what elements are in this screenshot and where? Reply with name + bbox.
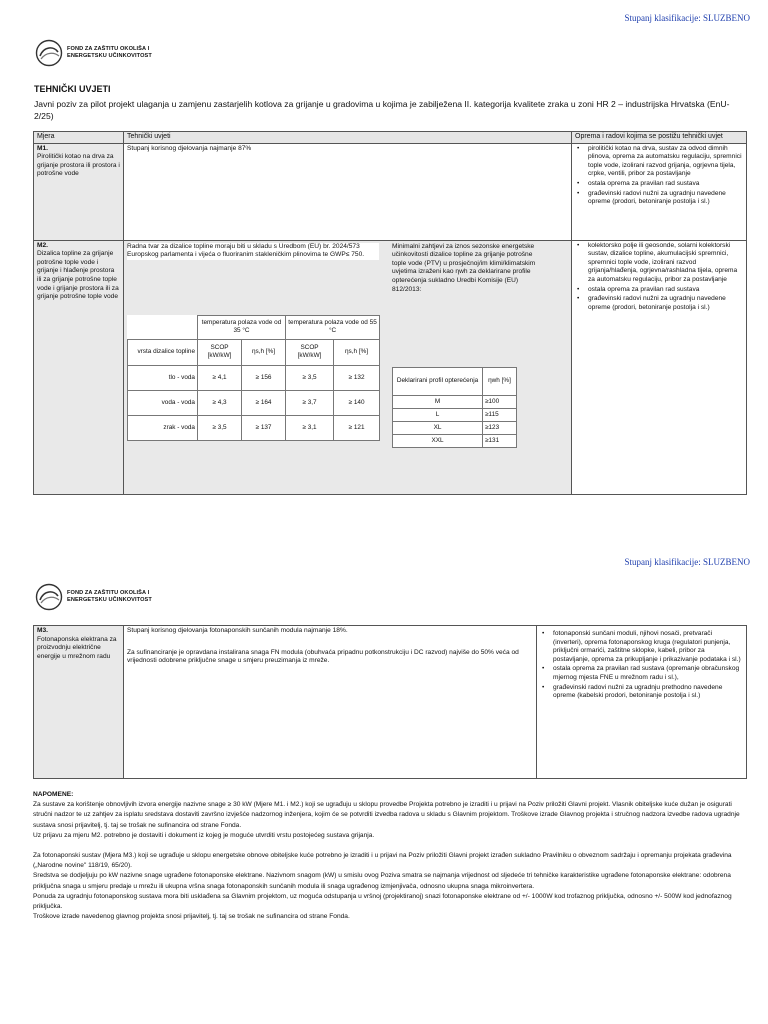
cell-eta35: ≥ 156 (242, 365, 286, 390)
document-title: TEHNIČKI UVJETI (34, 84, 111, 94)
cell-type: voda - voda (128, 390, 198, 415)
header-equipment: Oprema i radovi kojima se postižu tehnički uvjet (572, 132, 747, 144)
fund-logo-icon (34, 38, 64, 68)
m1-equipment-list (575, 145, 743, 207)
note-paragraph-2: Uz prijavu za mjeru M2. potrebno je dostaviti i dokument iz kojeg je moguće utvrditi vrstu postojećeg sustava grijanja. (33, 831, 375, 839)
scop-table (127, 315, 380, 441)
technical-conditions-table-m3 (33, 625, 747, 779)
m2-min-requirements: Minimalni zahtjevi za iznos sezonske energetske učinkovitosti dizalice topline za grijanje potrošne tople vode (PTV) u prosječnoj/im klimi/klimatskim uvjetima izraženi kao ηwh za deklarirane profile opterećenja sukladno Uredbi Komisije (EU) 812/2013: (392, 242, 536, 293)
list-item: • građevinski radovi nužni za ugradnju navedene opreme (prodori, betoniranje postolja i sl.) (575, 190, 743, 207)
cell-scop55: ≥ 3,7 (286, 390, 334, 415)
cell-eta55: ≥ 132 (334, 365, 380, 390)
header-tech: Tehnički uvjeti (124, 132, 572, 144)
table-row-m1 (34, 143, 747, 240)
cell-eta55: ≥ 140 (334, 390, 380, 415)
table-row-m2 (34, 240, 747, 494)
cell-scop55: ≥ 3,1 (286, 415, 334, 440)
table-row (128, 365, 380, 390)
note-paragraph-1: Za sustave za korištenje obnovljivih izvora energije nazivne snage ≥ 30 kW (Mjere M1. i M2.) koji se ugrađuju u sklopu provedbe Projekta potrebno je izraditi i u prijavi na Poziv priložiti Glavni projekt. Vlasnik obiteljske kuće dužan je osigurati stručni nadzor te uz zahtjev za isplatu sredstava dostaviti završno izvješće nadzornog inženjera, kojim će se potvrditi izvedba radova u skladu s Glavnim projektom. Troškove izrade Glavnog projekta i stručnog nadzora izvedbe radova ugradnje sustava snosi prijavitelj, tj. taj se trošak ne sufinancira od strane Fonda. (33, 801, 740, 829)
note-paragraph-6: Troškove izrade navedenog glavnog projekta snosi prijavitelj, tj. taj se trošak ne sufinancira od strane Fonda. (33, 913, 350, 921)
cell-eta35: ≥ 137 (242, 415, 286, 440)
m3-code: M3. (37, 627, 48, 634)
technical-conditions-table (33, 131, 747, 495)
header-scop-55: SCOP [kW/kW] (286, 339, 334, 365)
header-eta-35: ηs,h [%] (242, 339, 286, 365)
cell-eta: ≥123 (483, 421, 517, 434)
m1-condition: Stupanj korisnog djelovanja najmanje 87% (124, 143, 572, 240)
list-item: • ostala oprema za pravilan rad sustava (opremanje obračunskog mjernog mjesta FNE u mrežnom radu i sl.), (540, 665, 743, 682)
list-item: • kolektorsko polje ili geosonde, solarni kolektorski sustav, dizalice topline, akumulacijski spremnici, spremnici tople vode, izolirani razvod grijanja/hlađenja, ogrjevna/rashladna tijela, oprema za automatsku regulaciju, pribor za postavljanje (575, 242, 743, 285)
logo-line-2: ENERGETSKU UČINKOVITOST (67, 53, 152, 59)
header-temp-35: temperatura polaza vode od 35 °C (198, 315, 286, 339)
table-header-row (34, 132, 747, 144)
cell-profile: M (393, 395, 483, 408)
m3-description: Fotonaponska elektrana za proizvodnju električne energije u mrežnom radu (37, 635, 117, 660)
cell-type: zrak - voda (128, 415, 198, 440)
list-item: • ostala oprema za pravilan rad sustava (575, 286, 743, 295)
m1-description: Pirolitički kotao na drva za grijanje prostora ili prostora i potrošne vode (37, 153, 120, 178)
header-temp-55: temperatura polaza vode od 55 °C (286, 315, 380, 339)
load-profile-table (392, 367, 517, 448)
m2-condition: Radna tvar za dizalice topline moraju biti u skladu s Uredbom (EU) br. 2024/573 Europskog parlamenta i vijeća o fluoriranim stakleničkim plinovima te GWP≤ 750. (127, 243, 379, 260)
note-paragraph-3: Za fotonaponski sustav (Mjera M3.) koji se ugrađuje u sklopu energetske obnove obiteljske kuće potrebno je izraditi i u prijavi na Poziv priložiti Glavni projekt izrađen sukladno Pravilniku o obveznom sadržaju i opremanju projekata građevina („Narodne novine" 118/19, 65/20). (33, 852, 732, 870)
header-measure: Mjera (34, 132, 124, 144)
logo-line-1: FOND ZA ZAŠTITU OKOLIŠA I (67, 46, 150, 52)
logo-page-2 (34, 582, 152, 612)
list-item: • fotonaponski sunčani moduli, njihovi nosači, pretvarači (inverteri), oprema fotonaponskog kruga (regulatori punjenja, priključni ormarići, zaštitne sklopke, kabeli, pribor za postavljanje, oprema za prikupljanje i prikazivanje podataka i sl.) (540, 630, 743, 664)
note-paragraph-5: Ponuda za ugradnju fotonaponskog sustava mora biti usklađena sa Glavnim projektom, uz moguća odstupanja u vršnoj (projektiranoj) snazi fotonaponske elektrane od +/- 1000W kod trofaznog priključka, odnosno +/- 500W kod jednofaznog priključka. (33, 892, 732, 911)
table-row (393, 434, 517, 447)
cell-type: tlo - voda (128, 365, 198, 390)
cell-profile: XL (393, 421, 483, 434)
header-scop-35: SCOP [kW/kW] (198, 339, 242, 365)
header-eta-55: ηs,h [%] (334, 339, 380, 365)
logo (34, 38, 152, 68)
m2-description: Dizalica topline za grijanje potrošne tople vode i grijanje i hlađenje prostora ili za grijanje potrošne tople vode i grijanje prostora ili za grijanje potrošne tople vode (37, 250, 119, 301)
table-row (128, 390, 380, 415)
logo-line-1: FOND ZA ZAŠTITU OKOLIŠA I (67, 590, 150, 596)
header-eta-wh: ηwh [%] (483, 367, 517, 395)
table-row (128, 415, 380, 440)
cell-scop55: ≥ 3,5 (286, 365, 334, 390)
cell-eta: ≥100 (483, 395, 517, 408)
m3-condition-1: Stupanj korisnog djelovanja fotonaponskih sunčanih modula najmanje 18%. (127, 627, 348, 634)
m3-equipment-list (540, 630, 743, 701)
m1-code: M1. (37, 144, 48, 152)
cell-scop35: ≥ 4,1 (198, 365, 242, 390)
list-item: • pirolitički kotao na drva, sustav za odvod dimnih plinova, oprema za automatsku regulaciju, spremnici tople vode, izolirani razvod grijanja, ogrjevna tijela, crpke, ventili, pribor za postavljanje (575, 145, 743, 179)
header-heat-pump-type: vrsta dizalice topline (128, 339, 198, 365)
cell-eta55: ≥ 121 (334, 415, 380, 440)
notes-heading: NAPOMENE: (33, 791, 74, 798)
list-item: • građevinski radovi nužni za ugradnju prethodno navedene opreme (kabelski prodori, betoniranje postolja i sl.) (540, 684, 743, 701)
table-row (393, 408, 517, 421)
cell-eta35: ≥ 164 (242, 390, 286, 415)
table-row-m3 (34, 626, 747, 779)
list-item: • građevinski radovi nužni za ugradnju navedene opreme (prodori, betoniranje postolja i sl.) (575, 295, 743, 312)
cell-scop35: ≥ 4,3 (198, 390, 242, 415)
header-load-profile: Deklarirani profil opterećenja (393, 367, 483, 395)
cell-eta: ≥131 (483, 434, 517, 447)
cell-eta: ≥115 (483, 408, 517, 421)
logo-line-2: ENERGETSKU UČINKOVITOST (67, 597, 152, 603)
list-item: • ostala oprema za pravilan rad sustava (575, 180, 743, 189)
classification-label-page-2: Stupanj klasifikacije: SLUZBENO (624, 557, 750, 567)
m2-code: M2. (37, 241, 48, 249)
cell-profile: XXL (393, 434, 483, 447)
notes-section (33, 790, 746, 922)
note-paragraph-4: Sredstva se dodjeljuju po kW nazivne snage ugrađene fotonaponske elektrane. Nazivnom snagom (kW) u smislu ovog Poziva smatra se najmanja vrijednost od sljedeće tri tehničke karakteristike ugrađene fotonaponske elektrane: odobrena priključna snaga u smjeru predaje u mrežu ili ukupna vršna snaga fotonaponskih sunčanih modula ili snaga ugrađenog izmjenjivača, odnosno ukupna snaga mikroinvertera. (33, 872, 731, 890)
classification-label: Stupanj klasifikacije: SLUZBENO (624, 13, 750, 23)
cell-scop35: ≥ 3,5 (198, 415, 242, 440)
fund-logo-icon (34, 582, 64, 612)
document-subtitle: Javni poziv za pilot projekt ulaganja u zamjenu zastarjelih kotlova za grijanje u gradovima u kojima je zabilježena II. kategorija kvalitete zraka u zoni HR 2 – industrijska Hrvatska (EnU-2/25) (34, 99, 730, 121)
m2-equipment-list (575, 242, 743, 313)
m3-condition-2: Za sufinanciranje je opravdana instalirana snaga FN modula (obuhvaća pripadnu potkonstrukciju i DC razvod) najviše do 50% veća od vrijednosti odobrene priključne snage u smjeru preuzimanja iz mreže. (127, 648, 519, 665)
cell-profile: L (393, 408, 483, 421)
table-row (393, 395, 517, 408)
table-row (393, 421, 517, 434)
